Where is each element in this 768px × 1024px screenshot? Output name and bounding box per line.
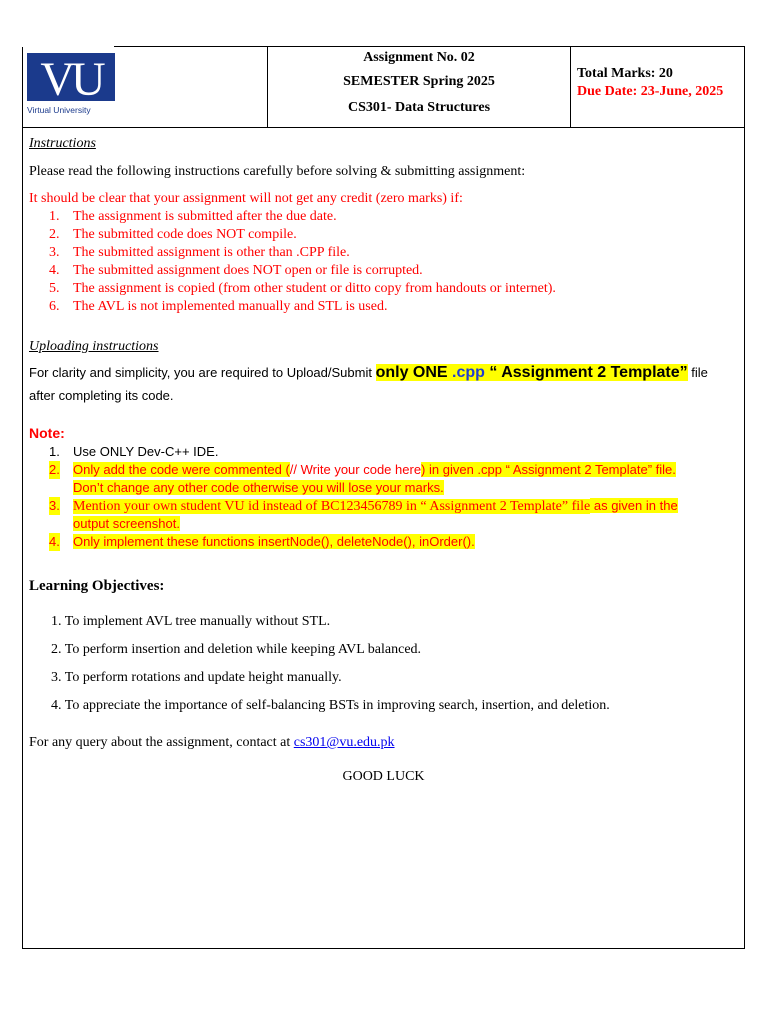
objectives-heading: Learning Objectives: [29, 578, 165, 594]
logo-cell [23, 47, 268, 127]
contact-line: For any query about the assignment, contact at cs301@vu.edu.pk [29, 735, 395, 750]
list-item: output screenshot. [73, 516, 180, 531]
objective-item: 2. To perform insertion and deletion while keeping AVL balanced. [51, 642, 422, 657]
total-marks: Total Marks: 20 [577, 66, 673, 81]
list-item: Don’t change any other code otherwise you will lose your marks. [73, 480, 444, 495]
list-item: 5. The assignment is copied (from other student or ditto copy from handouts or internet). [49, 281, 556, 296]
document-frame [22, 46, 745, 949]
list-item: 3. The submitted assignment is other than .CPP file. [49, 245, 350, 260]
objective-item: 1. To implement AVL tree manually without STL. [51, 614, 331, 629]
assignment-number: Assignment No. 02 [363, 50, 475, 65]
instructions-heading: Instructions [29, 136, 96, 151]
credit-warning: It should be clear that your assignment will not get any credit (zero marks) if: [29, 191, 463, 206]
list-item: 4. The submitted assignment does NOT open or file is corrupted. [49, 263, 423, 278]
list-item: 3. Mention your own student VU id instead of BC123456789 in “ Assignment 2 Template” file as given in the [49, 498, 678, 514]
marks-cell [571, 47, 744, 127]
semester-label: SEMESTER Spring 2025 [343, 74, 495, 89]
due-date: Due Date: 23-June, 2025 [577, 84, 724, 99]
title-cell [268, 47, 571, 127]
list-item: 2. The submitted code does NOT compile. [49, 227, 297, 242]
course-title: CS301- Data Structures [347, 100, 491, 115]
instructions-intro: Please read the following instructions carefully before solving & submitting assignment: [29, 164, 526, 179]
note-heading: Note: [29, 425, 65, 441]
header-table [23, 47, 744, 128]
zero-marks-list [29, 208, 556, 316]
objective-item: 4. To appreciate the importance of self-balancing BSTs in improving search, insertion, and deletion. [51, 698, 610, 713]
list-item: 4. Only implement these functions insertNode(), deleteNode(), inOrder(). [49, 534, 475, 549]
list-item: 1. Use ONLY Dev-C++ IDE. [49, 444, 219, 459]
vu-logo [27, 53, 115, 115]
list-item: 2. Only add the code were commented (// Write your code here) in given .cpp “ Assignment 2 Template” file. [49, 462, 676, 477]
list-item: 6. The AVL is not implemented manually and STL is used. [49, 299, 388, 314]
closing-text: GOOD LUCK [342, 769, 425, 784]
list-item: 1. The assignment is submitted after the due date. [49, 209, 337, 224]
uploading-heading: Uploading instructions [29, 339, 159, 354]
objective-item: 3. To perform rotations and update height manually. [51, 670, 342, 685]
uploading-text-line2: after completing its code. [29, 388, 174, 403]
svg-text:Virtual University: Virtual University [27, 105, 91, 115]
contact-email-link[interactable]: cs301@vu.edu.pk [293, 735, 395, 750]
svg-text:VU: VU [40, 53, 102, 106]
note-list [29, 443, 740, 551]
uploading-text: For clarity and simplicity, you are required to Upload/Submit only ONE .cpp “ Assignment 2 Template” file [29, 364, 708, 381]
